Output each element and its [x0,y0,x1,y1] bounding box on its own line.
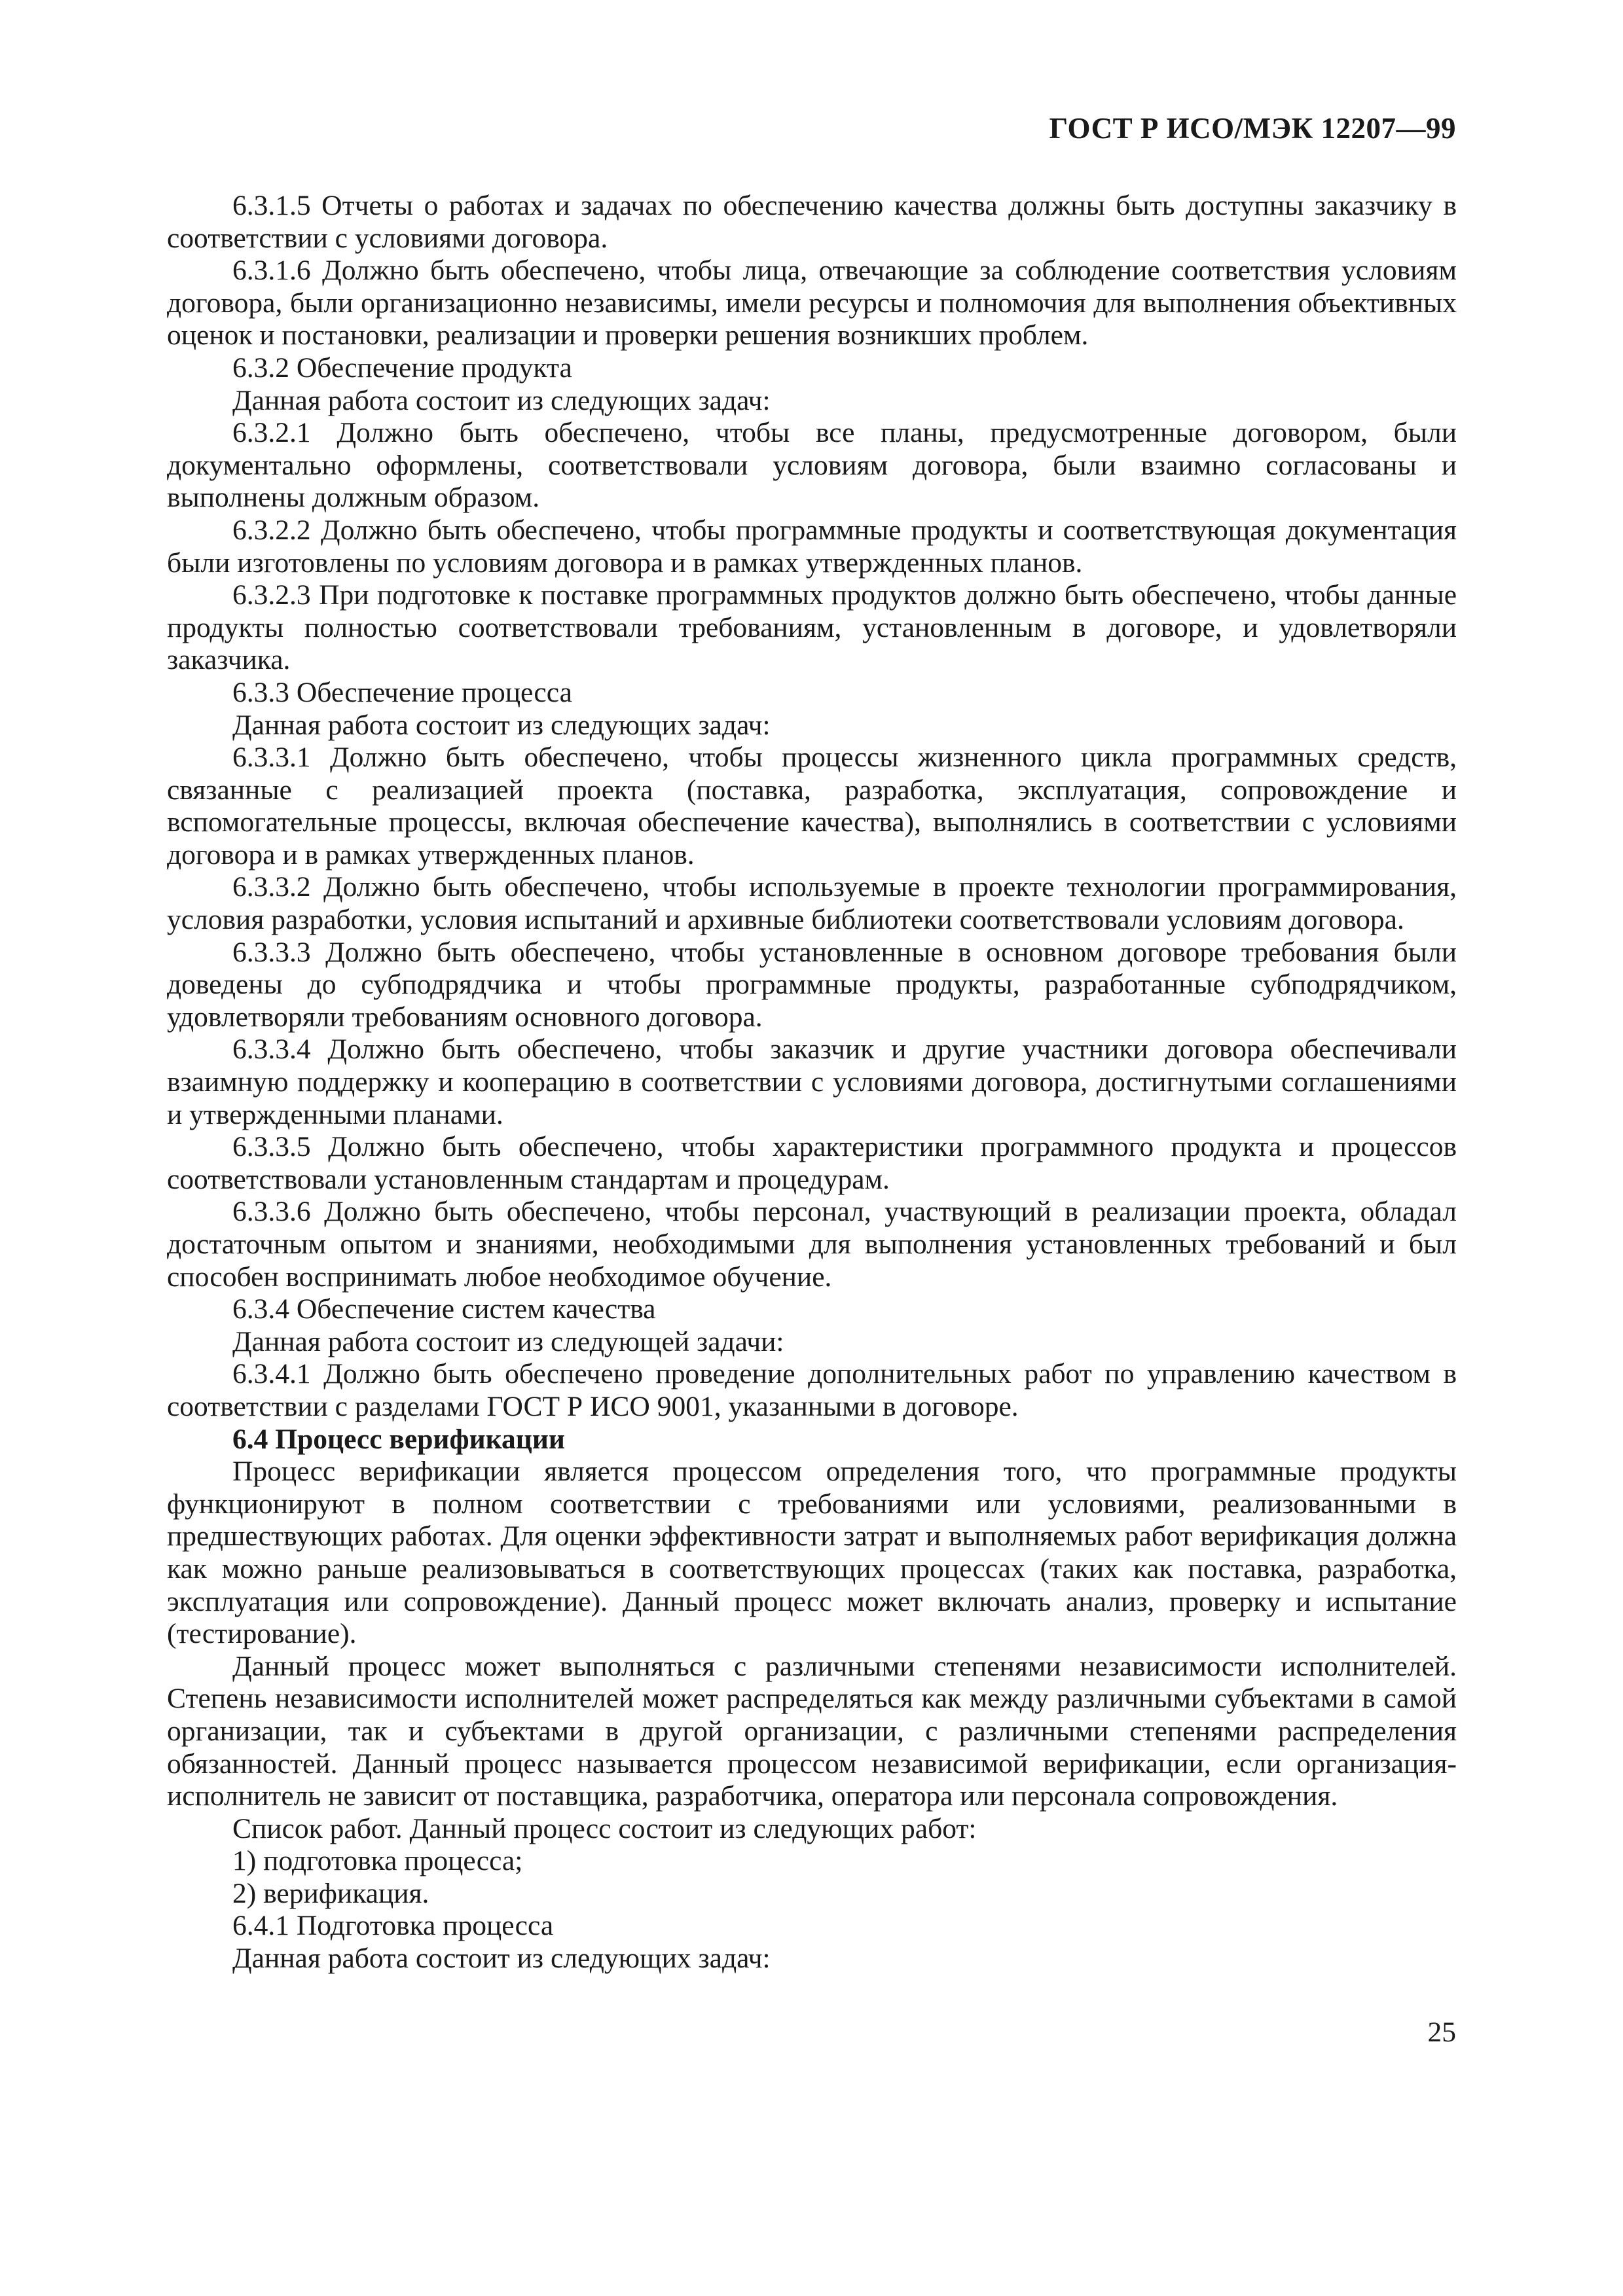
paragraph: 6.3.1.6 Должно быть обеспечено, чтобы лица, отвечающие за соблюдение соответствия условиям договора, были организационно независимы, имели ресурсы и полномочия для выполнения объективных оценок и постановки, реализации и проверки решения возникших проблем. [167,255,1457,351]
section-heading: 6.4.1 Подготовка процесса [232,1910,554,1942]
paragraph: Данный процесс может выполняться с различными степенями независимости исполнителей. Степень независимости исполнителей может распределяться как между различными субъектами в самой организации, так и субъектами в другой организации, с различными степенями распределения обязанностей. Данный процесс называется процессом независимой верификации, если организация-исполнитель не зависит от поставщика, разработчика, оператора или персонала сопровождения. [167,1650,1457,1812]
paragraph: 6.3.3.2 Должно быть обеспечено, чтобы используемые в проекте технологии программирования, условия разработки, условия испытаний и архивные библиотеки соответствовали условиям договора. [167,871,1457,936]
paragraph: 6.3.1.5 Отчеты о работах и задачах по обеспечению качества должны быть доступны заказчику в соответствии с условиями договора. [167,190,1457,254]
page-number: 25 [1427,2017,1456,2048]
paragraph: 6.3.4.1 Должно быть обеспечено проведение дополнительных работ по управлению качеством в соответствии с разделами ГОСТ Р ИСО 9001, указанными в договоре. [167,1358,1457,1422]
page-header-standard-code: ГОСТ Р ИСО/МЭК 12207—99 [1049,112,1456,145]
paragraph: 6.3.2.2 Должно быть обеспечено, чтобы программные продукты и соответствующая документация были изготовлены по условиям договора и в рамках утвержденных планов. [167,514,1457,579]
section-heading: 6.3.2 Обеспечение продукта [232,351,572,384]
paragraph: Данная работа состоит из следующей задачи: [232,1325,784,1357]
paragraph: 6.3.3.6 Должно быть обеспечено, чтобы персонал, участвующий в реализации проекта, обладал достаточным опытом и знаниями, необходимыми для выполнения установленных требований и был способен воспринимать любое необходимое обучение. [167,1196,1457,1293]
paragraph: Данная работа состоит из следующих задач: [232,384,771,416]
paragraph: 6.3.3.4 Должно быть обеспечено, чтобы заказчик и другие участники договора обеспечивали взаимную поддержку и кооперацию в соответствии с условиями договора, достигнутыми соглашениями и утвержденными планами. [167,1033,1457,1130]
list-item: 2) верификация. [232,1877,429,1909]
paragraph: 6.3.3.1 Должно быть обеспечено, чтобы процессы жизненного цикла программных средств, связанные с реализацией проекта (поставка, разработка, эксплуатация, сопровождение и вспомогательные процессы, включая обеспечение качества), выполнялись в соответствии с условиями договора и в рамках утвержденных планов. [167,742,1457,870]
paragraph: 6.3.3.3 Должно быть обеспечено, чтобы установленные в основном договоре требования были доведены до субподрядчика и чтобы программные продукты, разработанные субподрядчиком, удовлетворяли требованиям основного договора. [167,936,1457,1033]
list-item: 1) подготовка процесса; [232,1845,523,1877]
paragraph: 6.3.2.1 Должно быть обеспечено, чтобы все планы, предусмотренные договором, были документально оформлены, соответствовали условиям договора, были взаимно согласованы и выполнены должным образом. [167,417,1457,514]
paragraph: 6.3.3.5 Должно быть обеспечено, чтобы характеристики программного продукта и процессов соответствовали установленным стандартам и процедурам. [167,1131,1457,1195]
document-body [167,190,1457,1975]
paragraph: Данная работа состоит из следующих задач: [232,1943,771,1975]
paragraph: Процесс верификации является процессом определения того, что программные продукты функционируют в полном соответствии с требованиями или условиями, реализованными в предшествующих работах. Для оценки эффективности затрат и выполняемых работ верификация должна как можно раньше реализовываться в соответствующих процессах (таких как поставка, разработка, эксплуатация или сопровождение). Данный процесс может включать анализ, проверку и испытание (тестирование). [167,1456,1457,1650]
section-heading-bold: 6.4 Процесс верификации [232,1423,565,1455]
paragraph: 6.3.2.3 При подготовке к поставке программных продуктов должно быть обеспечено, чтобы данные продукты полностью соответствовали требованиям, установленным в договоре, и удовлетворяли заказчика. [167,579,1457,676]
paragraph: Данная работа состоит из следующих задач: [232,709,771,741]
section-heading: 6.3.3 Обеспечение процесса [232,676,572,708]
section-heading: 6.3.4 Обеспечение систем качества [232,1293,656,1325]
paragraph: Список работ. Данный процесс состоит из следующих работ: [232,1812,977,1844]
